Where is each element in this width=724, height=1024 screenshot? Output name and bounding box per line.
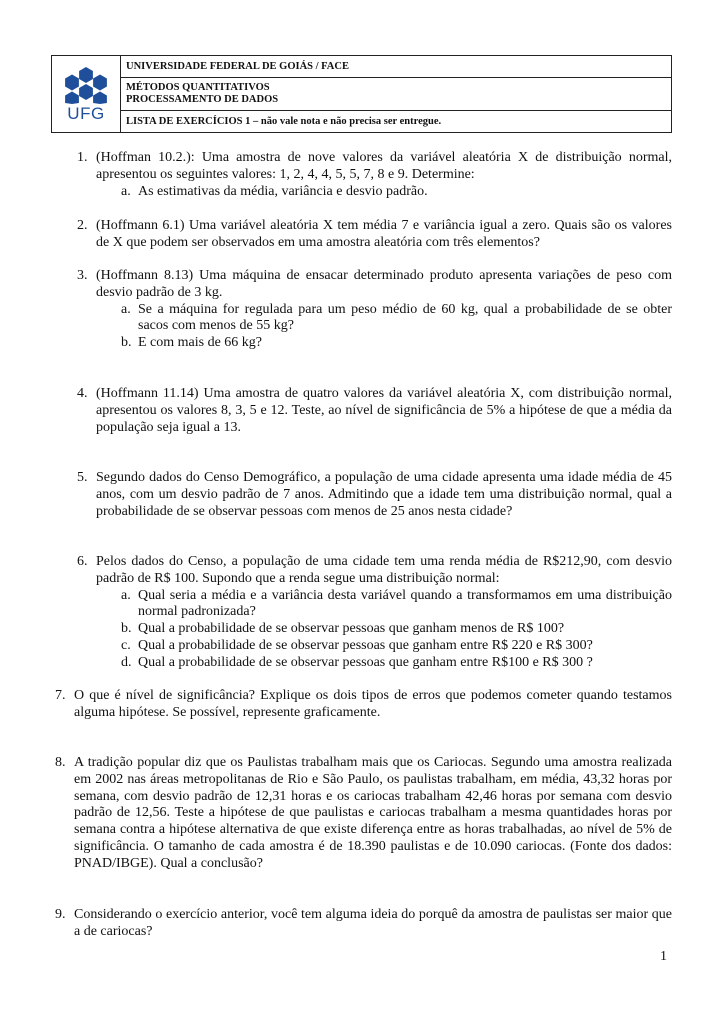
sub-item-letter: b. (121, 335, 132, 351)
sub-item-letter: a. (121, 587, 131, 603)
question-number: 6. (77, 554, 88, 569)
sub-item-letter: d. (121, 654, 132, 670)
question-number: 8. (55, 755, 66, 770)
list-title (121, 111, 671, 132)
question-number: 3. (77, 268, 88, 283)
university-name (121, 56, 671, 78)
question-text: (Hoffmann 8.13) Uma máquina de ensacar determinado produto apresenta variações de peso com desvio padrão de 3 kg. (96, 268, 672, 300)
sub-item (121, 655, 672, 672)
ufg-logo (52, 56, 121, 132)
sub-item-letter: b. (121, 621, 132, 637)
question-number: 1. (77, 150, 88, 165)
question-text: O que é nível de significância? Explique os dois tipos de erros que podemos cometer quando testamos alguma hipótese. Se possível, represente graficamente. (74, 688, 672, 720)
list-title-text: LISTA DE EXERCÍCIOS 1 – não vale nota e não precisa ser entregue. (126, 115, 442, 127)
page-number: 1 (660, 949, 667, 964)
hexagon-cluster-icon (62, 66, 110, 104)
sub-item (121, 588, 672, 622)
question-number: 7. (55, 688, 66, 703)
sub-item-letter: a. (121, 301, 131, 317)
question-1 (77, 150, 672, 200)
header-table (51, 55, 672, 133)
question-text: Considerando o exercício anterior, você tem alguma ideia do porquê da amostra de paulistas ser maior que a de cariocas? (74, 907, 672, 939)
sub-item (121, 335, 672, 352)
logo-text: UFG (67, 104, 105, 123)
question-6 (77, 554, 672, 672)
sub-item (121, 621, 672, 638)
question-text: (Hoffmann 6.1) Uma variável aleatória X tem média 7 e variância igual a zero. Quais são os valores de X que podem ser observados em uma amostra aleatória com três elementos? (96, 218, 672, 250)
sub-item-text: Qual a probabilidade de se observar pessoas que ganham entre R$ 220 e R$ 300? (138, 637, 593, 653)
question-3 (77, 268, 672, 352)
sub-item (121, 638, 672, 655)
question-text: Segundo dados do Censo Demográfico, a população de uma cidade apresenta uma idade média de 45 anos, com um desvio padrão de 7 anos. Admitindo que a idade tem uma distribuição normal, qual a probabilidade de se observar pessoas com menos de 25 anos nesta cidade? (96, 470, 672, 519)
question-5 (77, 470, 672, 520)
course-line-1: MÉTODOS QUANTITATIVOS (126, 82, 270, 93)
question-text: Pelos dados do Censo, a população de uma cidade tem uma renda média de R$212,90, com desvio padrão de R$ 100. Supondo que a renda segue uma distribuição normal: (96, 554, 672, 586)
question-text: (Hoffman 10.2.): Uma amostra de nove valores da variável aleatória X de distribuição normal, apresentou os seguintes valores: 1, 2, 4, 4, 5, 5, 7, 8 e 9. Determine: (96, 150, 672, 182)
question-number: 4. (77, 386, 88, 401)
question-text: (Hoffmann 11.14) Uma amostra de quatro valores da variável aleatória X, com distribuição normal, apresentou os valores 8, 3, 5 e 12. Teste, ao nível de significância de 5% a hipótese de que a média da população seja igual a 13. (96, 386, 672, 435)
sub-item-text: As estimativas da média, variância e desvio padrão. (138, 183, 428, 199)
university-text: UNIVERSIDADE FEDERAL DE GOIÁS / FACE (126, 60, 349, 72)
question-text: A tradição popular diz que os Paulistas trabalham mais que os Cariocas. Segundo uma amostra realizada em 2002 nas áreas metropolitanas de Rio e São Paulo, os paulistas trabalham, em média, 43,32 horas por semana, com desvio padrão de 12,31 horas e os cariocas trabalham 42,46 horas por semana com desvio padrão de 12,56. Teste a hipótese de que paulistas e cariocas trabalham a mesma quantidades horas por semana contra a hipótese alternativa de que existe diferença entre as horas trabalhadas, ao nível de 5% de significância. O tamanho de cada amostra é de 18.390 paulistas e de 10.090 cariocas. (Fonte dos dados: PNAD/IBGE). Qual a conclusão? (74, 755, 672, 871)
course-title (121, 78, 671, 111)
sub-item-letter: c. (121, 637, 131, 653)
sub-item-text: Qual a probabilidade de se observar pessoas que ganham menos de R$ 100? (138, 621, 565, 637)
question-9 (55, 907, 672, 941)
question-7 (55, 688, 672, 722)
sub-item (121, 302, 672, 336)
question-number: 2. (77, 218, 88, 233)
question-4 (77, 386, 672, 436)
sub-item-letter: a. (121, 183, 131, 199)
sub-item-text: Se a máquina for regulada para um peso médio de 60 kg, qual a probabilidade de se obter sacos com menos de 55 kg? (138, 301, 672, 334)
sub-item-text: Qual a probabilidade de se observar pessoas que ganham entre R$100 e R$ 300 ? (138, 654, 593, 670)
course-line-2: PROCESSAMENTO DE DADOS (126, 94, 279, 105)
question-number: 9. (55, 907, 66, 922)
question-2 (77, 218, 672, 252)
sub-item-text: Qual seria a média e a variância desta variável quando a transformamos em uma distribuição normal padronizada? (138, 587, 672, 620)
question-number: 5. (77, 470, 88, 485)
sub-item (121, 184, 672, 201)
sub-item-text: E com mais de 66 kg? (138, 335, 263, 351)
question-8 (55, 755, 672, 873)
